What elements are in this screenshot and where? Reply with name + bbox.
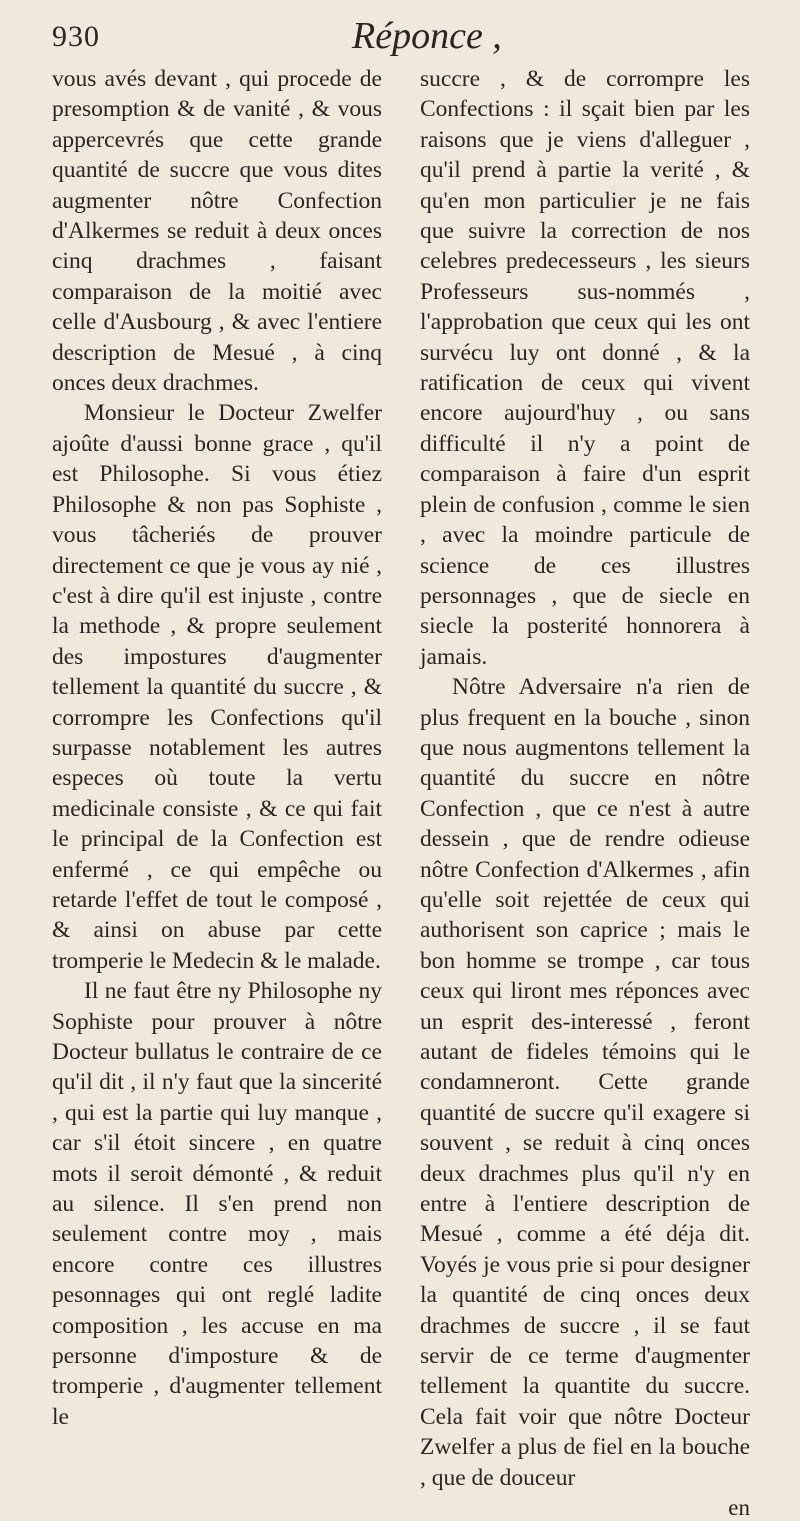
paragraph: Il ne faut être ny Philosophe ny Sophiste pour prouver à nôtre Docteur bullatus le contraire de ce qu'il dit , il n'y faut que la sincerité , qui est la partie qui luy manque , car s'il étoit sincere , en quatre mots il seroit démonté , & reduit au silence. Il s'en prend non seulement contre moy , mais encore contre ces illustres pesonnages qui ont reglé ladite composition , les accuse en ma personne d'imposture & de tromperie , d'augmenter tellement le <box>52 978 382 1430</box>
catchword: en <box>728 1495 750 1521</box>
paragraph: succre , & de corrompre les Confections : il sçait bien par les raisons que je viens d'alleguer , qu'il prend à partie la verité , & qu'en mon particulier je ne fais que suivre la correction de nos celebres predecesseurs , les sieurs Professeurs sus-nommés , l'approbation que ceux qui les ont survécu luy ont donné , & la ratification de ceux qui vivent encore aujourd'huy , ou sans difficulté il n'y a point de comparaison à faire d'un esprit plein de confusion , comme le sien , avec la moindre particule de science de ces illustres personnages , que de siecle en siecle la posterité honnorera à jamais. <box>420 66 750 670</box>
paragraph: Nôtre Adversaire n'a rien de plus frequent en la bouche , sinon que nous augmentons tellement la quantité du succre en nôtre Confection , que ce n'est à autre dessein , que de rendre odieuse nôtre Confection d'Alkermes , afin qu'elle soit rejettée de ceux qui authorisent son caprice ; mais le bon homme se trompe , car tous ceux qui liront mes réponces avec un esprit des-interessé , feront autant de fideles témoins qui le condamneront. Cette grande quantité de succre qu'il exagere si souvent , se reduit à cinq onces deux drachmes plus qu'il n'y en entre à l'entiere description de Mesué , comme a été déja dit. Voyés je vous prie si pour designer la quantité de cinq onces deux drachmes de succre , il se faut servir de ce terme d'augmenter tellement la quantite du succre. Cela fait voir que nôtre Docteur Zwelfer a plus de fiel en la bouche , que de douceur <box>420 674 750 1491</box>
right-column <box>420 64 750 1521</box>
paragraph: Monsieur le Docteur Zwelfer ajoûte d'aussi bonne grace , qu'il est Philosophe. Si vous étiez Philosophe & non pas Sophiste , vous tâcheriés de prouver directement ce que je vous ay nié , c'est à dire qu'il est injuste , contre la methode , & propre seulement des impostures d'augmenter tellement la quantité du succre , & corrompre les Confections qu'il surpasse notablement les autres especes où toute la vertu medicinale consiste , & ce qui fait le principal de la Confection est enfermé , ce qui empêche ou retarde l'effet de tout le composé , & ainsi on abuse par cette tromperie le Medecin & le malade. <box>52 400 382 974</box>
text-columns <box>52 64 750 1521</box>
page-header <box>52 8 750 58</box>
left-column <box>52 64 382 1521</box>
page-number: 930 <box>52 20 100 53</box>
paragraph: vous avés devant , qui procede de presomption & de vanité , & vous appercevrés que cette grande quantité de succre que vous dites augmenter nôtre Confection d'Alkermes se reduit à deux onces cinq drachmes , faisant comparaison de la moitié avec celle d'Ausbourg , & avec l'entiere description de Mesué , à cinq onces deux drachmes. <box>52 66 382 397</box>
running-head: Réponce , <box>352 15 502 57</box>
